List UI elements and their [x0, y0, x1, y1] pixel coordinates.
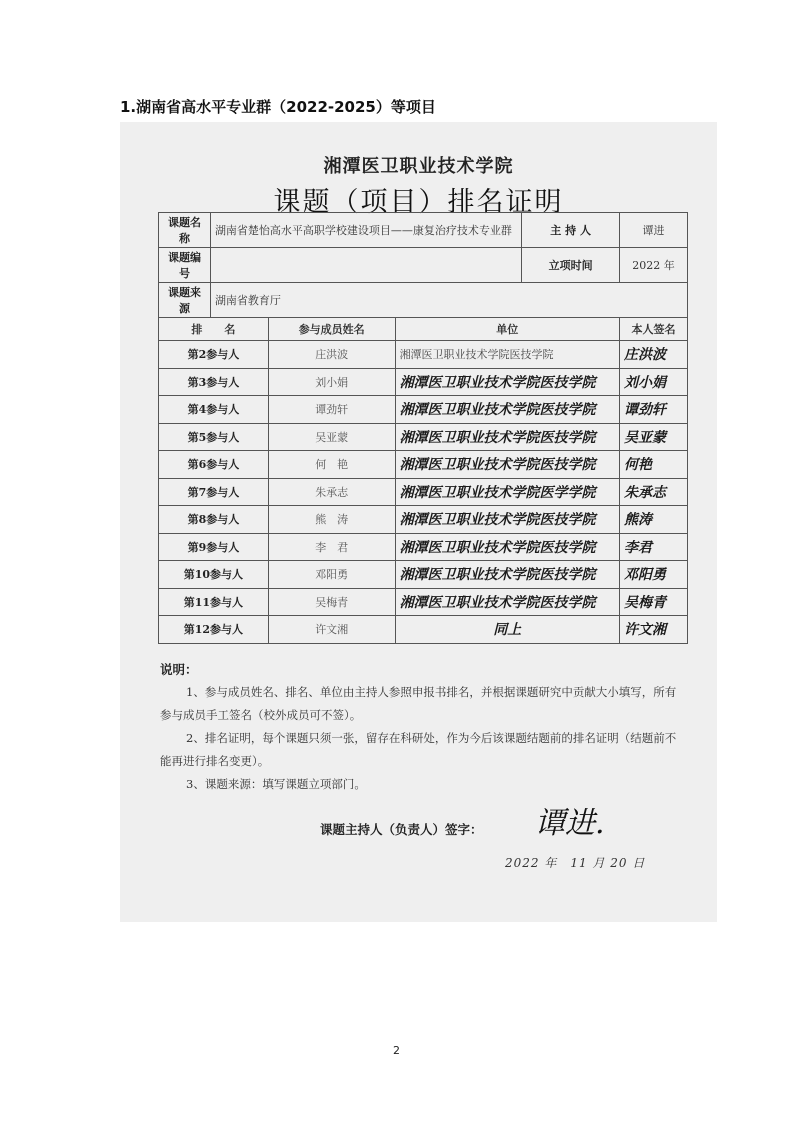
column-header-unit: 单位	[395, 318, 619, 341]
table-row	[159, 368, 688, 396]
member-unit: 同上	[395, 616, 619, 644]
column-header-signature: 本人签名	[620, 318, 688, 341]
member-signature: 吴梅青	[620, 588, 688, 616]
project-source-row	[159, 283, 688, 318]
member-name: 李 君	[268, 533, 395, 561]
member-rank: 第7参与人	[159, 478, 269, 506]
table-row	[159, 533, 688, 561]
table-row	[159, 561, 688, 589]
member-rank: 第12参与人	[159, 616, 269, 644]
column-header-rank: 排 名	[159, 318, 269, 341]
member-unit: 湘潭医卫职业技术学院医技学院	[395, 368, 619, 396]
start-time-label: 立项时间	[522, 248, 620, 283]
member-rank: 第8参与人	[159, 506, 269, 534]
project-name-value: 湖南省楚怡高水平高职学校建设项目——康复治疗技术专业群	[210, 213, 521, 248]
member-signature: 庄洪波	[620, 341, 688, 369]
project-number-row	[159, 248, 688, 283]
member-unit: 湘潭医卫职业技术学院医技学院	[395, 451, 619, 479]
project-name-label: 课题名称	[159, 213, 211, 248]
table-row	[159, 506, 688, 534]
table-row	[159, 451, 688, 479]
member-signature: 朱承志	[620, 478, 688, 506]
member-rank: 第4参与人	[159, 396, 269, 424]
host-value: 谭进	[620, 213, 688, 248]
member-name: 吴亚蒙	[268, 423, 395, 451]
table-row	[159, 423, 688, 451]
member-name: 熊 涛	[268, 506, 395, 534]
note-item: 1、参与成员姓名、排名、单位由主持人参照申报书排名，并根据课题研究中贡献大小填写，所有参与成员手工签名（校外成员可不签）。	[160, 685, 677, 722]
table-row	[159, 341, 688, 369]
member-unit: 湘潭医卫职业技术学院医技学院	[395, 341, 619, 369]
member-unit: 湘潭医卫职业技术学院医技学院	[395, 423, 619, 451]
signature-label: 课题主持人（负责人）签字：	[320, 822, 483, 837]
member-name: 邓阳勇	[268, 561, 395, 589]
page-number: 2	[393, 1044, 400, 1057]
table-row	[159, 588, 688, 616]
member-name: 庄洪波	[268, 341, 395, 369]
note-item: 2、排名证明，每个课题只须一张，留存在科研处，作为今后该课题结题前的排名证明（结题前不能再进行排名变更）。	[160, 731, 677, 768]
table-row	[159, 616, 688, 644]
member-name: 何 艳	[268, 451, 395, 479]
start-time-value: 2022 年	[620, 248, 688, 283]
host-signature: 谭进.	[535, 806, 605, 841]
member-signature: 吴亚蒙	[620, 423, 688, 451]
notes-block	[160, 658, 680, 796]
institution-name: 湘潭医卫职业技术学院	[323, 156, 514, 177]
section-heading: 1.湖南省高水平专业群（2022-2025）等项目	[120, 98, 436, 116]
member-unit: 湘潭医卫职业技术学院医技学院	[395, 533, 619, 561]
member-signature: 邓阳勇	[620, 561, 688, 589]
signature-date: 2022 年 11 月 20 日	[505, 856, 646, 870]
member-name: 刘小娟	[268, 368, 395, 396]
member-name: 许文湘	[268, 616, 395, 644]
member-rank: 第3参与人	[159, 368, 269, 396]
member-signature: 李君	[620, 533, 688, 561]
member-name: 吴梅青	[268, 588, 395, 616]
notes-title: 说明：	[160, 662, 198, 677]
member-unit: 湘潭医卫职业技术学院医技学院	[395, 561, 619, 589]
member-unit: 湘潭医卫职业技术学院医技学院	[395, 588, 619, 616]
project-source-value: 湖南省教育厅	[210, 283, 687, 318]
project-name-row	[159, 213, 688, 248]
table-header-row	[159, 318, 688, 341]
project-number-value	[210, 248, 521, 283]
column-header-name: 参与成员姓名	[268, 318, 395, 341]
member-signature: 谭劲轩	[620, 396, 688, 424]
member-unit: 湘潭医卫职业技术学院医技学院	[395, 396, 619, 424]
project-number-label: 课题编号	[159, 248, 211, 283]
note-item: 3、课题来源：填写课题立项部门。	[186, 777, 366, 791]
member-signature: 何艳	[620, 451, 688, 479]
member-rank: 第2参与人	[159, 341, 269, 369]
member-signature: 许文湘	[620, 616, 688, 644]
ranking-table	[158, 212, 688, 644]
project-source-label: 课题来源	[159, 283, 211, 318]
host-label: 主 持 人	[522, 213, 620, 248]
member-rank: 第11参与人	[159, 588, 269, 616]
table-row	[159, 478, 688, 506]
document-title: 课题（项目）排名证明	[273, 187, 564, 218]
scanned-certificate	[120, 122, 717, 922]
table-row	[159, 396, 688, 424]
member-signature: 熊涛	[620, 506, 688, 534]
member-signature: 刘小娟	[620, 368, 688, 396]
member-rank: 第6参与人	[159, 451, 269, 479]
member-unit: 湘潭医卫职业技术学院医学学院	[395, 478, 619, 506]
member-rank: 第5参与人	[159, 423, 269, 451]
member-name: 朱承志	[268, 478, 395, 506]
member-unit: 湘潭医卫职业技术学院医技学院	[395, 506, 619, 534]
member-name: 谭劲轩	[268, 396, 395, 424]
member-rank: 第9参与人	[159, 533, 269, 561]
member-rank: 第10参与人	[159, 561, 269, 589]
